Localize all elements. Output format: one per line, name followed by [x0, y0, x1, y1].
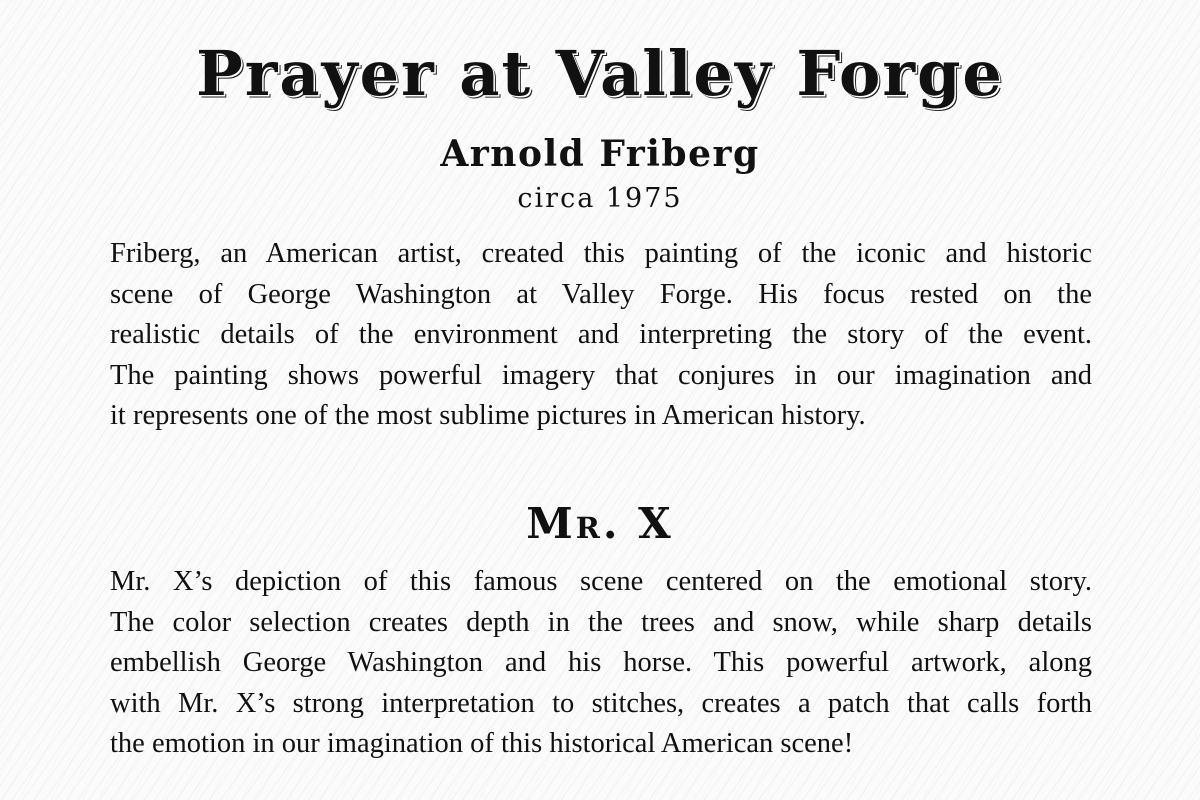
paragraph-line: it represents one of the most sublime pictures in American history. — [110, 400, 866, 431]
paragraph-line: Mr. X’s depiction of this famous scene centered on the emotional story. — [110, 566, 1092, 597]
paragraph-line: the emotion in our imagination of this historical American scene! — [110, 728, 854, 759]
paragraph-line: The painting shows powerful imagery that conjures in our imagination and — [110, 359, 1092, 391]
paragraph-line: embellish George Washington and his horse. This powerful artwork, along — [110, 647, 1092, 678]
paragraph-line: The color selection creates depth in the trees and snow, while sharp details — [110, 606, 1092, 638]
paragraph-line: with Mr. X’s strong interpretation to stitches, creates a patch that calls forth — [110, 687, 1092, 719]
paragraph-line: Friberg, an American artist, created this painting of the iconic and historic — [110, 238, 1092, 269]
artwork-date: circa 1975 — [517, 183, 683, 214]
section-heading: Mr. X — [526, 499, 674, 548]
artist-description — [110, 234, 1092, 437]
artist-name: Arnold Friberg — [440, 133, 760, 175]
paragraph-line: realistic details of the environment and interpreting the story of the event. — [110, 319, 1092, 350]
page-title: Prayer at Valley Forge — [196, 37, 1004, 110]
paragraph-line: scene of George Washington at Valley Forge. His focus rested on the — [110, 278, 1092, 310]
section-description — [110, 562, 1092, 765]
